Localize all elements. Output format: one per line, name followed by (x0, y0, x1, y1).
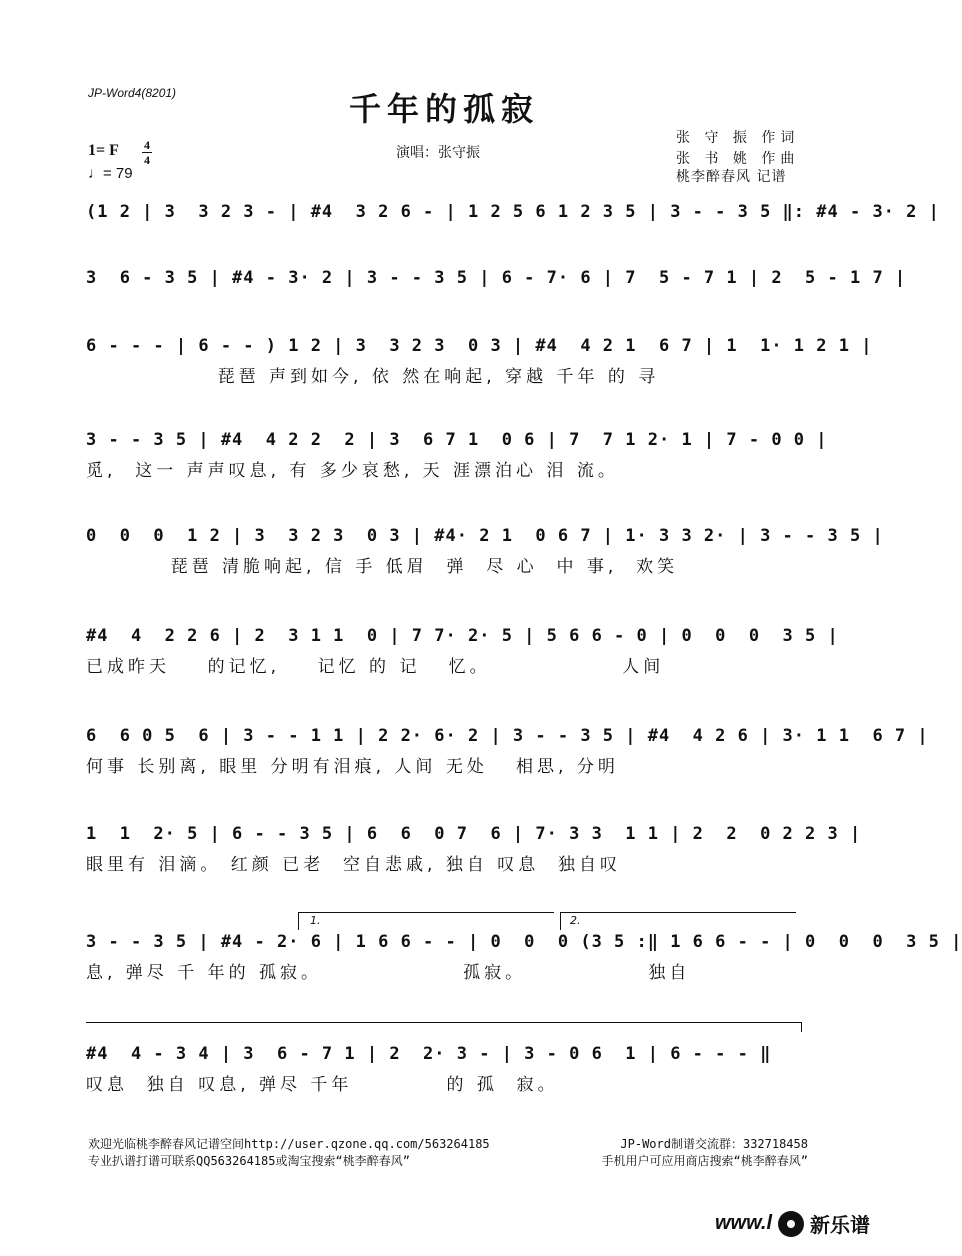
watermark-brand: 新乐谱 (810, 1213, 870, 1237)
volta-brackets (298, 912, 798, 932)
tempo-marking: ♩= 79 (88, 165, 133, 182)
volta-second-label: 2. (570, 914, 581, 927)
lyrics-line: 琵琶 声到如今, 依 然在响起, 穿越 千年 的 寻 (86, 367, 660, 387)
notation-line: 1 1 2· 5 | 6 - - 3 5 | 6 6 0 7 6 | 7· 3 3 1 1 | 2 2 0 2 2 3 | (86, 824, 862, 844)
notation-line: 3 6 - 3 5 | #4 - 3· 2 | 3 - - 3 5 | 6 - 7· 6 | 7 5 - 7 1 | 2 5 - 1 7 | (86, 268, 907, 288)
score-system-8 (86, 824, 862, 875)
lyrics-line: 息, 弹尽 千 年的 孤寂。 孤寂。 独自 (86, 963, 691, 983)
transcriber-credit: 桃李醉春风 记谱 (676, 169, 787, 185)
notation-line: 6 - - - | 6 - - ) 1 2 | 3 3 2 3 0 3 | #4 4 2 1 6 7 | 1 1· 1 2 1 | (86, 336, 873, 356)
notation-line: 3 - - 3 5 | #4 4 2 2 2 | 3 6 7 1 0 6 | 7 7 1 2· 1 | 7 - 0 0 | (86, 430, 828, 450)
score-system-6 (86, 626, 839, 677)
footer-contact: 专业扒谱打谱可联系QQ563264185或淘宝搜索“桃李醉春风” (88, 1154, 410, 1168)
volta-first-label: 1. (310, 914, 321, 927)
lyrics-line: 眼里有 泪滴。 红颜 已老 空自悲戚, 独自 叹息 独自叹 (86, 855, 622, 875)
record-icon (778, 1211, 804, 1237)
lyrics-line (86, 228, 808, 252)
key-signature: 1= F (88, 142, 119, 159)
score-system-1 (86, 202, 940, 252)
footer-mobile: 手机用户可应用商店搜索“桃李醉春风” (601, 1154, 808, 1168)
time-signature (142, 139, 152, 166)
time-numerator: 4 (144, 138, 150, 152)
lyrics-line: 叹息 独自 叹息, 弹尽 千年 的 孤 寂。 (86, 1075, 559, 1095)
notation-line: 0 0 0 1 2 | 3 3 2 3 0 3 | #4· 2 1 0 6 7 | 1· 3 3 2· | 3 - - 3 5 | (86, 526, 884, 546)
software-label: JP-Word4(8201) (88, 86, 177, 100)
watermark (715, 1209, 870, 1238)
singer-credit: 演唱：张守振 (396, 145, 480, 161)
score-system-5 (86, 526, 884, 577)
notation-line: 3 - - 3 5 | #4 - 2· 6 | 1 6 6 - - | 0 0 0 (3 5 :‖ 1 6 6 - - | 0 0 0 3 5 | (86, 932, 962, 952)
lyricist-credit: 张 守 振 作词 (676, 130, 800, 146)
score-system-4 (86, 430, 828, 481)
notation-line: 6 6 0 5 6 | 3 - - 1 1 | 2 2· 6· 2 | 3 - - 3 5 | #4 4 2 6 | 3· 1 1 6 7 | (86, 726, 929, 746)
coda-bracket (86, 1022, 802, 1032)
lyrics-line (86, 294, 808, 318)
time-denominator: 4 (144, 153, 150, 167)
lyrics-line: 已成昨天 的记忆, 记忆 的 记 忆。 人间 (86, 657, 665, 677)
song-title: 千年的孤寂 (348, 90, 539, 128)
lyrics-line: 觅, 这一 声声叹息, 有 多少哀愁, 天 涯漂泊心 泪 流。 (86, 461, 619, 481)
lyrics-line: 何事 长别离, 眼里 分明有泪痕, 人间 无处 相思, 分明 (86, 757, 619, 777)
lyrics-line: 琵琶 清脆响起, 信 手 低眉 弹 尽 心 中 事, 欢笑 (86, 557, 679, 577)
score-system-9 (86, 932, 962, 983)
score-system-2 (86, 268, 907, 318)
score-system-10 (86, 1044, 808, 1094)
score-system-3 (86, 336, 873, 387)
composer-credit: 张 书 姚 作曲 (676, 151, 800, 167)
notation-line: #4 4 2 2 6 | 2 3 1 1 0 | 7 7· 2· 5 | 5 6 6 - 0 | 0 0 0 3 5 | (86, 626, 839, 646)
footer-website: 欢迎光临桃李醉春风记谱空间http://user.qzone.qq.com/563264185 (88, 1137, 490, 1151)
watermark-url: www.l (714, 1212, 772, 1234)
notation-line: #4 4 - 3 4 | 3 6 - 7 1 | 2 2· 3 - | 3 - 0 6 1 | 6 - - - ‖ (86, 1044, 772, 1064)
score-system-7 (86, 726, 929, 777)
footer (88, 1136, 808, 1170)
footer-group: JP-Word制谱交流群：332718458 (620, 1137, 808, 1151)
notation-line: (1 2 | 3 3 2 3 - | #4 3 2 6 - | 1 2 5 6 1 2 3 5 | 3 - - 3 5 ‖: #4 - 3· 2 | (86, 202, 940, 222)
